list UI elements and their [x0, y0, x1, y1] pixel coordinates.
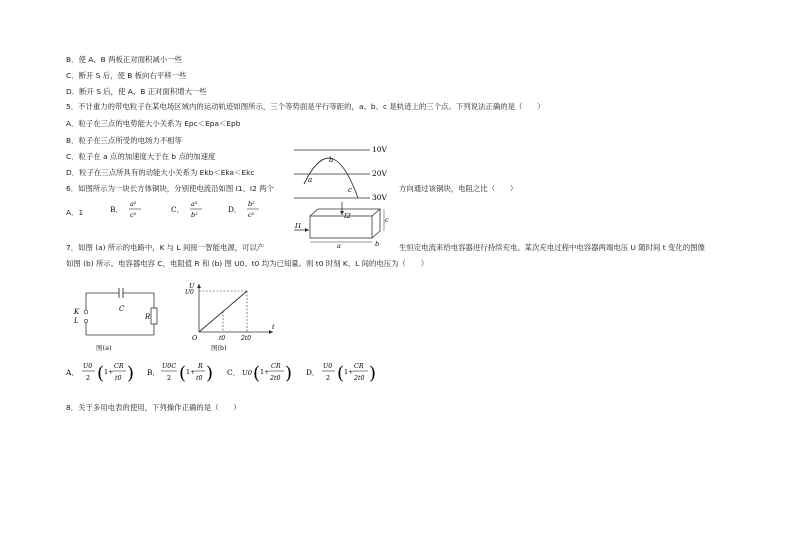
q4-option-c: C．断开 S 后，使 B 板向右平移一些 — [66, 71, 187, 80]
q7-d-paren-close: ) — [369, 363, 377, 384]
q5-option-b: B．粒子在三点所受的电场力不相等 — [66, 136, 182, 145]
q7-a-paren-close: ) — [127, 363, 135, 384]
q6-option-b-num: a² — [130, 200, 137, 208]
q7-a-num: CR — [114, 363, 124, 370]
q5-option-a: A．粒子在三点的电势能大小关系为 Epc＜Epa＜Epb — [66, 119, 241, 128]
q6-option-d-label: D． — [228, 205, 242, 214]
q7-a-den: t0 — [115, 375, 122, 382]
q7-c-paren-open: ( — [253, 363, 261, 384]
q7-c-den: 2t0 — [270, 375, 281, 382]
graph-t0-label: t0 — [219, 335, 226, 342]
q6-option-a: A．1 — [66, 208, 84, 217]
q7-d-prefactor-den: 2 — [326, 375, 331, 382]
q6-option-c-num: a² — [191, 200, 198, 208]
q6-option-d — [228, 198, 268, 220]
point-b-label: b — [329, 156, 334, 164]
q6-option-d-den: c² — [248, 211, 255, 219]
q7-a-one-plus: 1+ — [104, 368, 114, 376]
q5-trajectory-figure — [292, 138, 402, 206]
q7-a-paren-open: ( — [97, 363, 105, 384]
q7-option-a-label: A． — [66, 368, 79, 377]
label-20v: 20V — [372, 169, 387, 178]
q7-b-prefactor-num: U0C — [162, 363, 177, 370]
q7-b-one-plus: 1+ — [186, 368, 196, 376]
q7-c-num: CR — [271, 363, 281, 370]
q7-b-paren-close: ) — [206, 363, 214, 384]
q7-option-b-label: B． — [147, 368, 160, 377]
q7-d-one-plus: 1+ — [344, 368, 354, 376]
q8-stem: 8．关于多用电表的使用，下列操作正确的是（ ） — [66, 403, 241, 412]
terminal-k-label: K — [74, 308, 80, 316]
q6-option-c-label: C． — [171, 205, 185, 214]
q7-stem-line2: 如图 (b) 所示。电容器电容 C，电阻值 R 和 (b) 图 U0、t0 均为已知量。则 t0 时刻 K、L 间的电压为（ ） — [66, 259, 429, 268]
q7-d-paren-open: ( — [337, 363, 345, 384]
q7-stem-left: 7．如图 (a) 所示的电路中，K 与 L 间接一智能电源，可以产 — [66, 243, 265, 252]
q6-option-b-den: c² — [130, 211, 137, 219]
q7-a-prefactor-den: 2 — [86, 375, 91, 382]
q7-option-c — [227, 358, 307, 386]
q7-d-prefactor-num: U0 — [323, 363, 333, 370]
q7-option-b — [147, 358, 227, 386]
graph-t-label: t — [272, 323, 275, 331]
terminal-k — [84, 310, 88, 314]
q6-option-b — [110, 198, 150, 220]
q6-option-b-label: B． — [110, 205, 123, 214]
graph-u0-label: U0 — [185, 289, 194, 296]
q5-option-c: C．粒子在 a 点的加速度大于在 b 点的加速度 — [66, 152, 216, 161]
q4-option-b: B．使 A、B 两板正对面积减小一些 — [66, 55, 182, 64]
q7-c-one-plus: 1+ — [260, 368, 270, 376]
q6-option-d-num: b² — [248, 200, 255, 208]
point-a-label: a — [308, 176, 313, 184]
q6-option-c-den: b² — [191, 211, 198, 219]
q7-option-a — [66, 358, 146, 386]
terminal-l — [84, 319, 88, 323]
q6-stem-left: 6．如图所示为一块长方体铜块，分别使电流沿如图 I1、I2 两个 — [66, 184, 274, 193]
q7-figure-a-caption: 图(a) — [96, 344, 112, 352]
graph-2t0-label: 2t0 — [241, 335, 252, 342]
graph-origin-label: O — [192, 334, 198, 342]
label-i1: I1 — [295, 222, 302, 230]
label-10v: 10V — [372, 145, 387, 154]
q7-voltage-graph — [185, 280, 280, 342]
q7-b-prefactor-den: 2 — [167, 375, 172, 382]
q7-a-prefactor-num: U0 — [83, 363, 93, 370]
q7-b-num: R — [198, 363, 203, 370]
dimension-c-label: c — [385, 216, 389, 224]
q6-stem-right: 方向通过该铜块，电阻之比（ ） — [399, 184, 518, 193]
q7-b-paren-open: ( — [179, 363, 187, 384]
q7-figure-b-caption: 图(b) — [211, 344, 227, 352]
q5-option-d: D．粒子在三点所具有的动能大小关系为 Ekb＜Eka＜Ekc — [66, 168, 255, 177]
q7-c-prefactor: U0 — [242, 369, 253, 377]
q4-option-d: D．断开 S 后，使 A、B 正对面积增大一些 — [66, 87, 207, 96]
q7-c-paren-close: ) — [285, 363, 293, 384]
graph-u-label: U — [189, 282, 195, 290]
q7-option-c-label: C． — [227, 368, 241, 377]
point-c-label: c — [348, 186, 352, 194]
q6-copper-block-figure — [292, 200, 392, 250]
capacitor-label: C — [119, 305, 125, 313]
q5-stem: 5．不计重力的带电粒子在某电场区域内的运动轨迹如图所示，三个等势面是平行等距的，a、b、c 是轨迹上的三个点。下列说法正确的是（ ） — [66, 102, 545, 111]
q7-d-den: 2t0 — [354, 375, 365, 382]
q7-d-num: CR — [354, 363, 364, 370]
q7-circuit-figure — [66, 283, 176, 343]
dimension-b-label: b — [375, 240, 380, 248]
terminal-l-label: L — [74, 317, 79, 325]
q6-option-c — [171, 198, 211, 220]
resistor — [151, 308, 157, 324]
resistor-label: R — [145, 313, 151, 321]
dimension-a-label: a — [337, 242, 341, 250]
q7-b-den: t0 — [196, 375, 203, 382]
label-30v: 30V — [372, 193, 387, 202]
label-i2: I2 — [344, 212, 351, 220]
q7-stem-right: 生恒定电流来给电容器进行持续充电。某次充电过程中电容器两端电压 U 随时间 t 变化的图像 — [399, 243, 705, 252]
q7-option-d-label: D． — [306, 368, 320, 377]
q7-option-d — [306, 358, 386, 386]
